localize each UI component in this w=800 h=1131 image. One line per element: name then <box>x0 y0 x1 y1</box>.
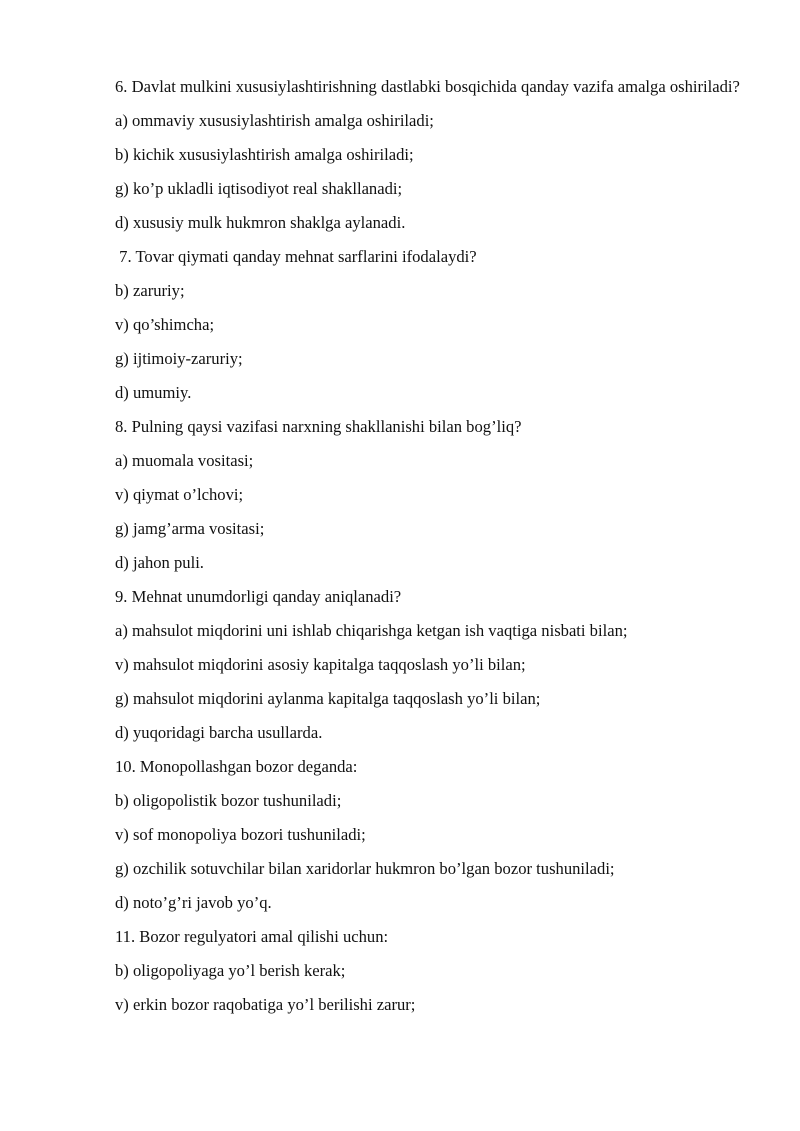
option-7b: b) zaruriy; <box>115 281 185 300</box>
question-11: 11. Bozor regulyatori amal qilishi uchun: <box>115 927 389 946</box>
question-9: 9. Mehnat unumdorligi qanday aniqlanadi? <box>115 587 402 606</box>
option-8a: a) muomala vositasi; <box>115 451 254 470</box>
question-7: 7. Tovar qiymati qanday mehnat sarflarini ifodalaydi? <box>115 247 477 266</box>
option-10b: b) oligopolistik bozor tushuniladi; <box>115 791 342 810</box>
option-7d: d) umumiy. <box>115 383 192 402</box>
document-body <box>115 76 755 1028</box>
option-6b: b) kichik xususiylashtirish amalga oshiriladi; <box>115 145 414 164</box>
option-6d: d) xususiy mulk hukmron shaklga aylanadi. <box>115 213 406 232</box>
option-8d: d) jahon puli. <box>115 553 204 572</box>
option-9v: v) mahsulot miqdorini asosiy kapitalga taqqoslash yo’li bilan; <box>115 655 526 674</box>
option-6a: a) ommaviy xususiylashtirish amalga oshiriladi; <box>115 111 434 130</box>
option-10v: v) sof monopoliya bozori tushuniladi; <box>115 825 366 844</box>
option-10g: g) ozchilik sotuvchilar bilan xaridorlar hukmron bo’lgan bozor tushuniladi; <box>115 859 615 878</box>
option-9d: d) yuqoridagi barcha usullarda. <box>115 723 323 742</box>
option-10d: d) noto’g’ri javob yo’q. <box>115 893 272 912</box>
question-10: 10. Monopollashgan bozor deganda: <box>115 757 358 776</box>
option-7v: v) qo’shimcha; <box>115 315 215 334</box>
question-8: 8. Pulning qaysi vazifasi narxning shakllanishi bilan bog’liq? <box>115 417 522 436</box>
option-8v: v) qiymat o’lchovi; <box>115 485 244 504</box>
option-7g: g) ijtimoiy-zaruriy; <box>115 349 243 368</box>
option-6g: g) ko’p ukladli iqtisodiyot real shakllanadi; <box>115 179 403 198</box>
question-6: 6. Davlat mulkini xususiylashtirishning dastlabki bosqichida qanday vazifa amalga oshiriladi? <box>115 77 740 96</box>
option-9g: g) mahsulot miqdorini aylanma kapitalga taqqoslash yo’li bilan; <box>115 689 541 708</box>
option-9a: a) mahsulot miqdorini uni ishlab chiqarishga ketgan ish vaqtiga nisbati bilan; <box>115 621 628 640</box>
option-11v: v) erkin bozor raqobatiga yo’l berilishi zarur; <box>115 995 416 1014</box>
option-11b: b) oligopoliyaga yo’l berish kerak; <box>115 961 346 980</box>
option-8g: g) jamg’arma vositasi; <box>115 519 265 538</box>
